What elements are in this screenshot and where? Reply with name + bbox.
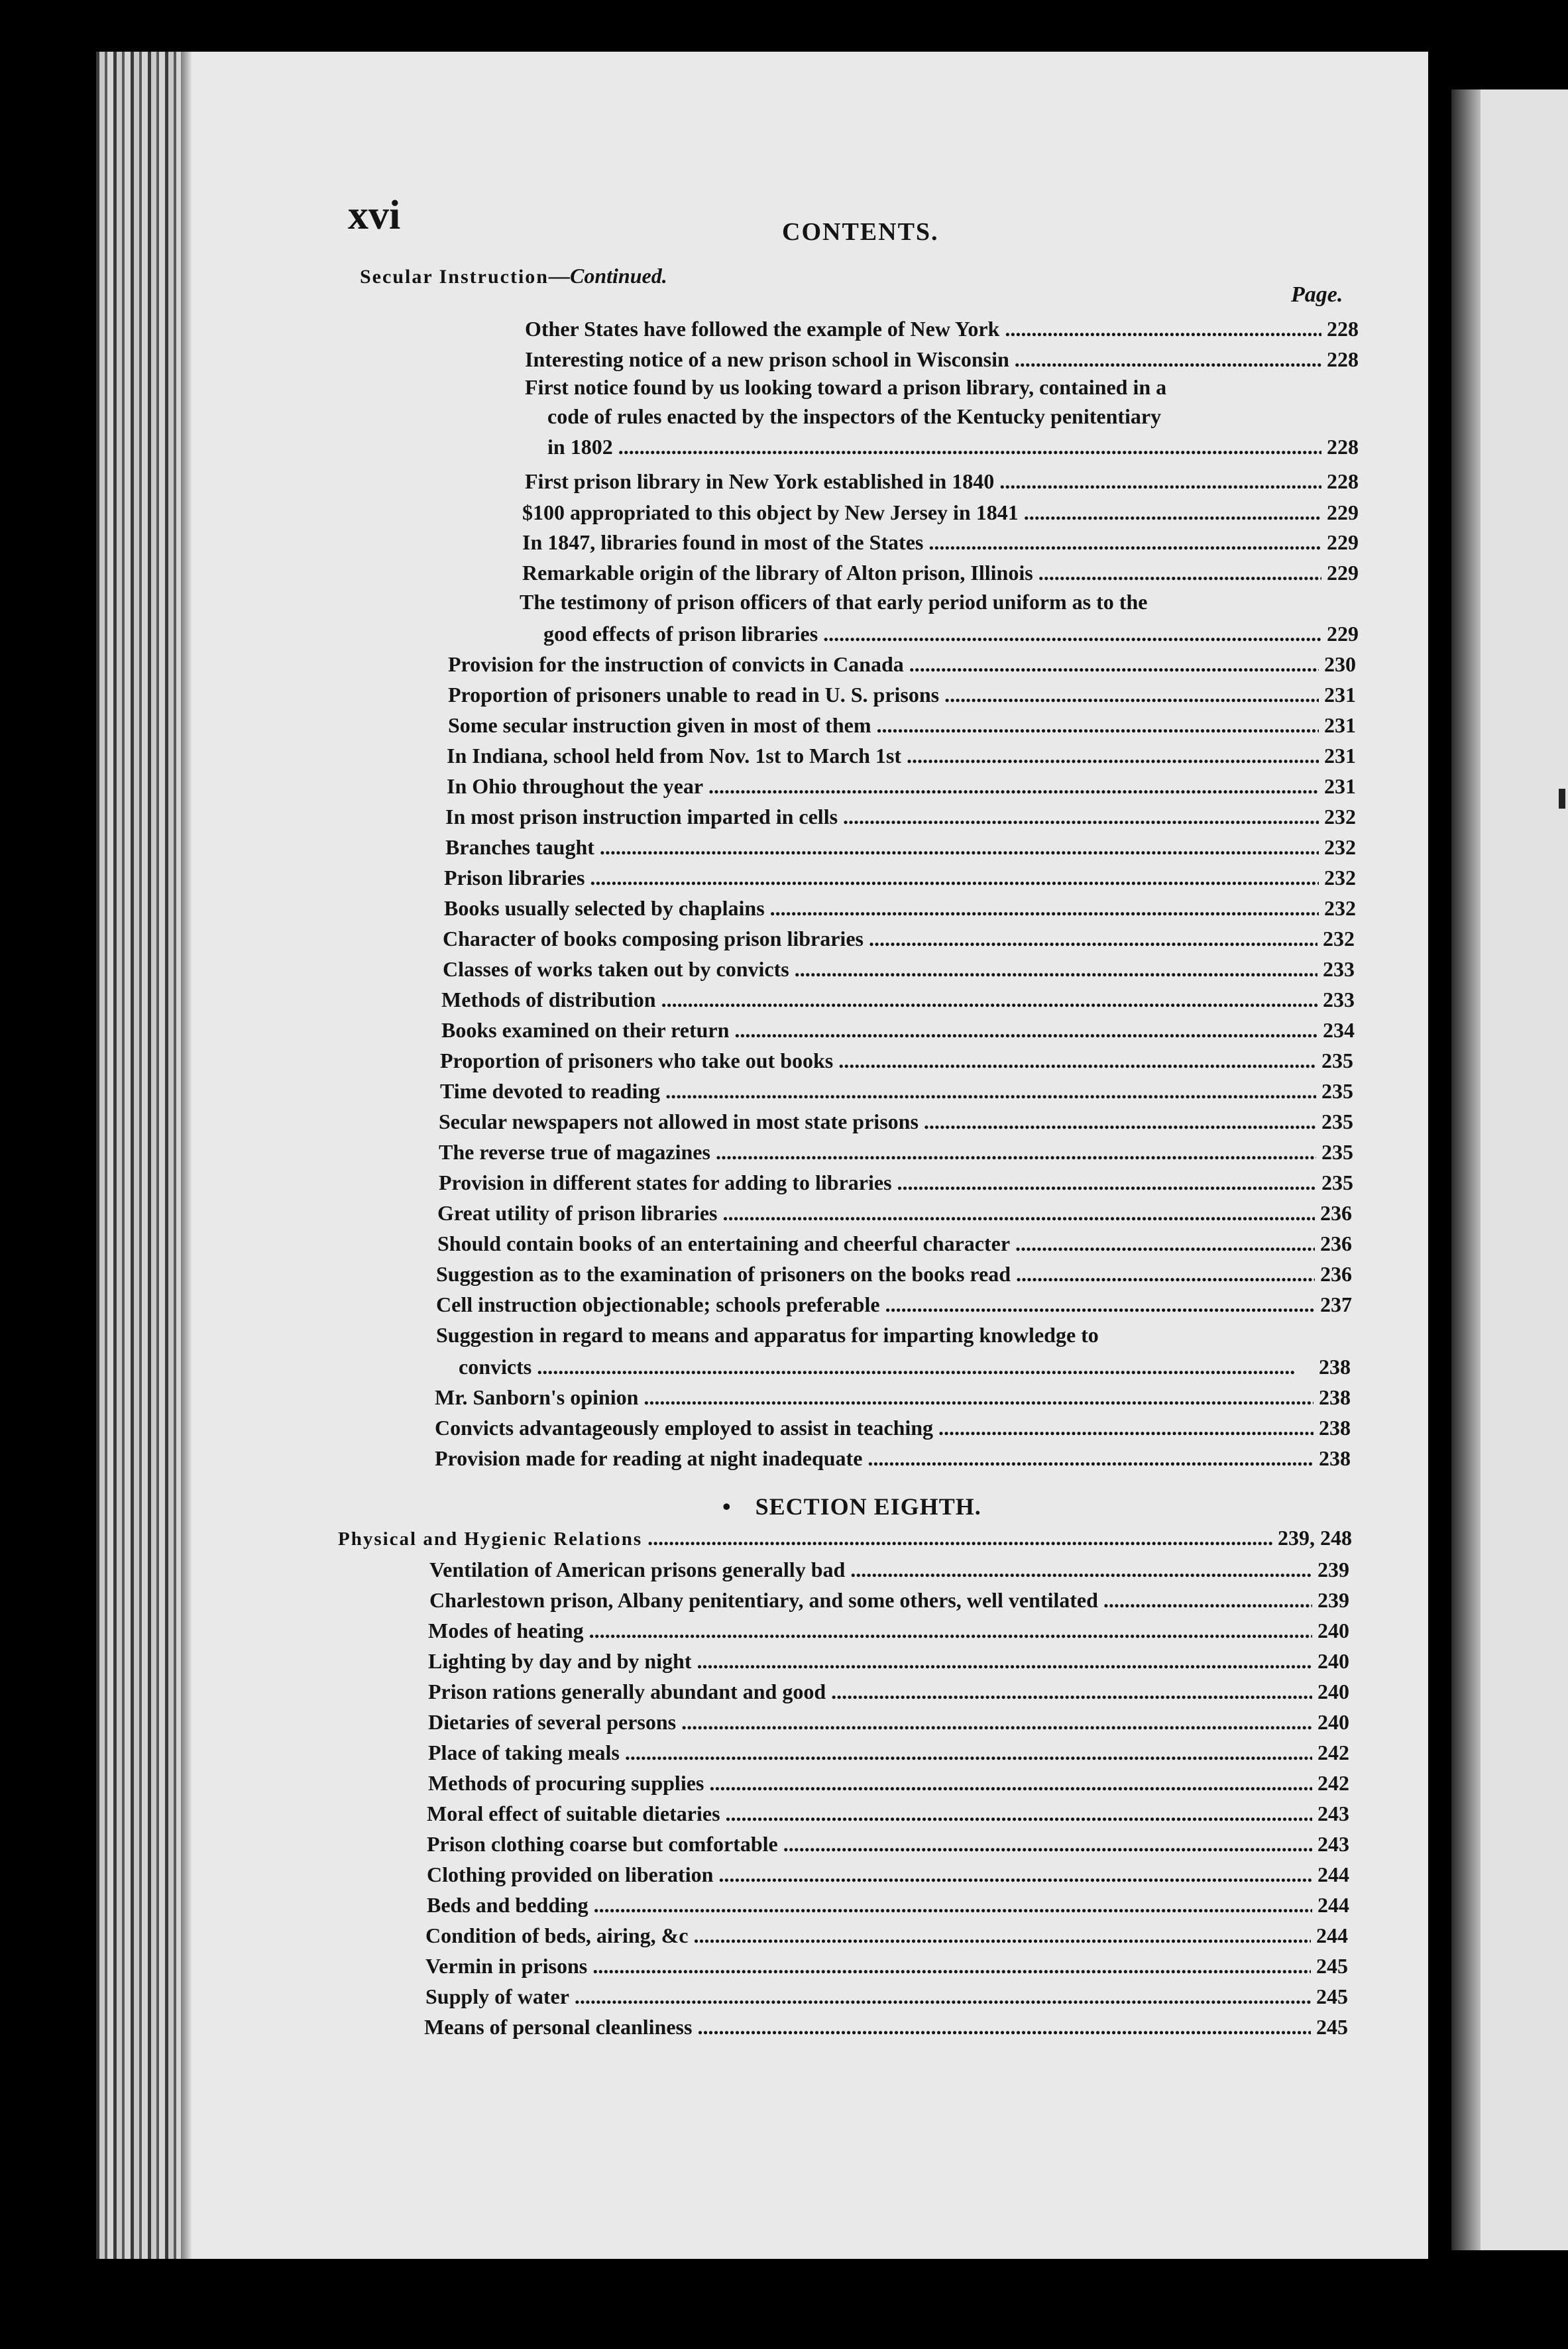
toc-entry: [428, 1710, 1349, 1741]
toc-entry-page: 231: [1324, 683, 1356, 707]
toc-entry-text: Proportion of prisoners who take out books: [440, 1049, 834, 1072]
toc-entry-page: 240: [1317, 1680, 1349, 1703]
toc-entry: [522, 530, 1359, 561]
page-column-label: Page.: [1291, 282, 1343, 307]
leader-dots: [716, 1140, 1316, 1165]
toc-entry: [445, 805, 1356, 835]
toc-entry-text: Provision for the instruction of convicts in Canada: [448, 652, 904, 676]
toc-entry-text: Interesting notice of a new prison school in Wisconsin: [525, 347, 1009, 371]
leader-dots: [999, 469, 1321, 494]
toc-entry: [428, 1649, 1349, 1680]
leader-dots: [868, 1446, 1314, 1471]
leader-dots: [869, 927, 1317, 951]
toc-entry: [435, 1385, 1351, 1416]
toc-entry-text: Mr. Sanborn's opinion: [435, 1385, 639, 1409]
toc-entry-text: Charlestown prison, Albany penitentiary, and some others, well ventilated: [429, 1588, 1098, 1612]
toc-entry: [447, 744, 1356, 774]
toc-entry-page: 244: [1317, 1862, 1349, 1886]
toc-entry-page: 238: [1319, 1385, 1351, 1409]
toc-entry-page: 238: [1319, 1416, 1351, 1440]
toc-entry-page: 229: [1327, 530, 1359, 554]
toc-entry-text: Place of taking meals: [428, 1741, 620, 1764]
toc-entry: [427, 1893, 1349, 1923]
leader-dots: [734, 1018, 1317, 1043]
toc-entry-text: Beds and bedding: [427, 1893, 588, 1917]
toc-entry: [435, 1446, 1351, 1477]
leader-dots: [590, 866, 1319, 890]
toc-entry-text: Prison clothing coarse but comfortable: [427, 1832, 778, 1856]
leader-dots: [1024, 500, 1321, 525]
toc-entry: [427, 1802, 1349, 1832]
toc-entry-text: Methods of procuring supplies: [428, 1771, 704, 1795]
toc-entry-text: Prison libraries: [444, 866, 585, 889]
toc-entry-page: 231: [1324, 713, 1356, 737]
leader-dots: [1103, 1588, 1312, 1613]
toc-entry-page: 244: [1317, 1893, 1349, 1917]
toc-entry-text: Clothing provided on liberation: [427, 1862, 714, 1886]
toc-entry-page: 244: [1316, 1923, 1348, 1947]
toc-entry: [439, 1171, 1353, 1201]
toc-entry-text: Great utility of prison libraries: [437, 1201, 718, 1225]
toc-entry: [427, 1862, 1349, 1893]
toc-entry-text: Supply of water: [425, 1984, 569, 2008]
section-heading-text: Secular Instruction: [360, 266, 549, 288]
toc-entry-page: 240: [1317, 1710, 1349, 1734]
toc-entry-page: 236: [1320, 1201, 1352, 1225]
toc-entry: [444, 896, 1356, 927]
toc-entry-text: First prison library in New York established in 1840: [525, 469, 995, 493]
toc-entry-text: in 1802: [547, 435, 613, 459]
leader-dots: [647, 1526, 1272, 1550]
toc-entry: [522, 561, 1359, 591]
toc-entry-page: 234: [1323, 1018, 1355, 1042]
toc-entry: [429, 1558, 1349, 1588]
toc-entry-page: 240: [1317, 1619, 1349, 1642]
toc-entry-page: 229: [1327, 500, 1359, 524]
leader-dots: [709, 1771, 1312, 1796]
leader-dots: [783, 1832, 1312, 1857]
toc-entry-page: 240: [1317, 1649, 1349, 1673]
toc-entry-text: good effects of prison libraries: [543, 622, 818, 646]
toc-entry-page: 235: [1321, 1140, 1353, 1164]
toc-entry-line: The testimony of prison officers of that early period uniform as to the: [520, 590, 1148, 614]
toc-entry: [443, 927, 1355, 957]
leader-dots: [885, 1292, 1315, 1317]
leader-dots: [1015, 1232, 1315, 1256]
running-head: CONTENTS.: [782, 218, 939, 246]
section-title: [722, 1493, 981, 1520]
toc-entry-text: Some secular instruction given in most of them: [448, 713, 871, 737]
toc-entry-text: In most prison instruction imparted in cells: [445, 805, 838, 829]
leader-dots: [838, 1049, 1316, 1073]
leader-dots: [795, 957, 1317, 982]
toc-entry-text: Prison rations generally abundant and good: [428, 1680, 826, 1703]
leader-dots: [589, 1619, 1312, 1643]
leader-dots: [944, 683, 1319, 707]
leader-dots: [681, 1710, 1312, 1735]
toc-entry: [447, 774, 1356, 805]
toc-entry: [428, 1619, 1349, 1649]
section-heading-suffix: —Continued.: [548, 264, 667, 288]
toc-entry: [448, 683, 1356, 713]
toc-entry-line: First notice found by us looking toward a prison library, contained in a: [525, 375, 1167, 399]
toc-heading-pages: 239, 248: [1278, 1526, 1352, 1550]
leader-dots: [722, 1201, 1315, 1226]
leader-dots: [843, 805, 1319, 829]
leader-dots: [1016, 1262, 1315, 1287]
toc-entry: [543, 622, 1359, 652]
toc-entry: [522, 500, 1359, 531]
toc-entry-text: The reverse true of magazines: [439, 1140, 710, 1164]
toc-entry-text: Time devoted to reading: [440, 1079, 661, 1103]
toc-entry: [428, 1741, 1349, 1771]
toc-entry-page: 229: [1327, 622, 1359, 646]
leader-dots: [831, 1680, 1312, 1704]
toc-entry: [428, 1680, 1349, 1710]
leader-dots: [665, 1079, 1316, 1104]
toc-entry-page: 232: [1324, 805, 1356, 829]
leader-dots: [625, 1741, 1312, 1765]
toc-entry-text: In 1847, libraries found in most of the States: [522, 530, 924, 554]
toc-entry: [436, 1292, 1352, 1323]
toc-entry-text: Secular newspapers not allowed in most state prisons: [439, 1110, 919, 1133]
toc-entry-page: 235: [1321, 1110, 1353, 1133]
toc-entry: [445, 835, 1356, 866]
toc-entry-page: 237: [1320, 1292, 1352, 1316]
toc-entry: [425, 1923, 1348, 1954]
leader-dots: [693, 1923, 1311, 1948]
toc-entry-text: Should contain books of an entertaining and cheerful character: [437, 1232, 1011, 1255]
leader-dots: [644, 1385, 1314, 1410]
leader-dots: [928, 530, 1321, 555]
toc-entry-page: 228: [1327, 347, 1359, 371]
toc-entry-page: 233: [1323, 988, 1355, 1011]
toc-entry-line: code of rules enacted by the inspectors of the Kentucky penitentiary: [547, 404, 1162, 428]
toc-entry: [525, 347, 1359, 378]
toc-entry: [425, 1984, 1348, 2015]
toc-entry: [427, 1832, 1349, 1862]
toc-entry-page: 232: [1324, 896, 1356, 920]
facing-page-mark: [1559, 789, 1565, 809]
page-number: xvi: [348, 193, 401, 238]
toc-entry: [440, 1049, 1353, 1079]
leader-dots: [938, 1416, 1314, 1440]
toc-entry-page: 242: [1317, 1741, 1349, 1764]
toc-entry-text: Books usually selected by chaplains: [444, 896, 765, 920]
toc-entry: [441, 1018, 1355, 1049]
leader-dots: [575, 1984, 1311, 2009]
leader-dots: [661, 988, 1317, 1012]
toc-entry-page: 243: [1317, 1802, 1349, 1825]
toc-entry-text: Classes of works taken out by convicts: [443, 957, 789, 981]
toc-entry-text: Ventilation of American prisons generally bad: [429, 1558, 846, 1581]
toc-entry-text: convicts: [459, 1355, 532, 1379]
book-spine: [96, 52, 181, 2259]
toc-entry-text: In Indiana, school held from Nov. 1st to March 1st: [447, 744, 901, 768]
leader-dots: [907, 744, 1319, 768]
toc-entry-text: Cell instruction objectionable; schools preferable: [436, 1292, 880, 1316]
toc-entry-page: 238: [1319, 1355, 1351, 1379]
section-title-text: SECTION EIGHTH.: [755, 1493, 981, 1520]
toc-heading-text: Physical and Hygienic Relations: [338, 1528, 643, 1550]
toc-entry: [428, 1771, 1349, 1802]
toc-entry: [443, 957, 1355, 988]
toc-entry-text: Suggestion as to the examination of prisoners on the books read: [436, 1262, 1011, 1286]
leader-dots: [770, 896, 1319, 921]
toc-entry-page: 235: [1321, 1049, 1353, 1072]
toc-entry: [436, 1262, 1352, 1292]
toc-entry-page: 242: [1317, 1771, 1349, 1795]
toc-entry: [424, 2015, 1348, 2045]
toc-entry-page: 232: [1323, 927, 1355, 950]
toc-entry-page: 231: [1324, 744, 1356, 768]
toc-entry-text: Vermin in prisons: [425, 1954, 588, 1978]
leader-dots: [1005, 317, 1321, 341]
toc-entry-text: Provision in different states for adding to libraries: [439, 1171, 892, 1194]
toc-entry-text: Books examined on their return: [441, 1018, 730, 1042]
leader-dots: [600, 835, 1319, 860]
toc-entry-page: 236: [1320, 1262, 1352, 1286]
leader-dots: [718, 1862, 1312, 1887]
toc-entry-page: 232: [1324, 866, 1356, 889]
toc-entry-text: Remarkable origin of the library of Alton prison, Illinois: [522, 561, 1033, 585]
leader-dots: [708, 774, 1319, 799]
toc-entry-page: 243: [1317, 1832, 1349, 1856]
toc-entry-line: Suggestion in regard to means and apparatus for imparting knowledge to: [436, 1323, 1099, 1347]
toc-entry: [444, 866, 1356, 896]
toc-entry: [525, 317, 1359, 347]
section-bullet: •: [722, 1493, 732, 1520]
leader-dots: [537, 1355, 1314, 1379]
toc-entry-text: $100 appropriated to this object by New Jersey in 1841: [522, 500, 1019, 524]
toc-entry: [435, 1416, 1351, 1446]
toc-entry: [437, 1232, 1352, 1262]
toc-entry: [437, 1201, 1352, 1232]
leader-dots: [823, 622, 1321, 646]
toc-entry-text: Moral effect of suitable dietaries: [427, 1802, 720, 1825]
toc-entry-text: Branches taught: [445, 835, 594, 859]
toc-entry-page: 233: [1323, 957, 1355, 981]
toc-entry: [429, 1588, 1349, 1619]
toc-entry-text: Other States have followed the example of New York: [525, 317, 1000, 341]
toc-entry-page: 238: [1319, 1446, 1351, 1470]
toc-entry-page: 245: [1316, 1984, 1348, 2008]
toc-entry: [448, 713, 1356, 744]
toc-entry-page: 239: [1317, 1588, 1349, 1612]
toc-section-heading: [338, 1526, 1352, 1556]
leader-dots: [924, 1110, 1316, 1134]
leader-dots: [618, 435, 1321, 459]
toc-entry-page: 245: [1316, 2015, 1348, 2039]
toc-entry-page: 232: [1324, 835, 1356, 859]
toc-entry: [459, 1355, 1351, 1385]
toc-entry-text: Character of books composing prison libraries: [443, 927, 864, 950]
toc-entry: [448, 652, 1356, 683]
toc-entry-page: 235: [1321, 1079, 1353, 1103]
toc-entry: [439, 1140, 1353, 1171]
toc-entry-text: Convicts advantageously employed to assist in teaching: [435, 1416, 934, 1440]
page-gutter: [181, 52, 192, 2259]
facing-page-fold: [1451, 89, 1481, 2250]
toc-entry-text: Methods of distribution: [441, 988, 656, 1011]
toc-entry-page: 228: [1327, 469, 1359, 493]
leader-dots: [697, 1649, 1313, 1674]
leader-dots: [1015, 347, 1321, 372]
toc-entry: [441, 988, 1355, 1018]
toc-entry-page: 229: [1327, 561, 1359, 585]
toc-entry-page: 235: [1321, 1171, 1353, 1194]
toc-entry-text: Proportion of prisoners unable to read in U. S. prisons: [448, 683, 940, 707]
section-heading: [360, 264, 667, 288]
toc-entry: [439, 1110, 1353, 1140]
leader-dots: [876, 713, 1319, 738]
toc-entry-page: 231: [1324, 774, 1356, 798]
leader-dots: [897, 1171, 1316, 1195]
toc-entry-text: Dietaries of several persons: [428, 1710, 677, 1734]
toc-entry: [425, 1954, 1348, 1984]
toc-entry-page: 236: [1320, 1232, 1352, 1255]
toc-entry-text: Provision made for reading at night inadequate: [435, 1446, 863, 1470]
toc-entry-page: 228: [1327, 317, 1359, 341]
leader-dots: [592, 1954, 1311, 1978]
toc-entry-text: Modes of heating: [428, 1619, 584, 1642]
toc-entry-text: Lighting by day and by night: [428, 1649, 692, 1673]
toc-entry: [547, 435, 1359, 465]
toc-entry-page: 228: [1327, 435, 1359, 459]
leader-dots: [594, 1893, 1312, 1918]
leader-dots: [697, 2015, 1311, 2039]
leader-dots: [1038, 561, 1321, 585]
toc-entry-text: Condition of beds, airing, &c: [425, 1923, 689, 1947]
leader-dots: [726, 1802, 1312, 1826]
toc-entry-page: 239: [1317, 1558, 1349, 1581]
toc-entry-text: Means of personal cleanliness: [424, 2015, 693, 2039]
toc-entry: [525, 469, 1359, 500]
toc-entry-page: 245: [1316, 1954, 1348, 1978]
leader-dots: [850, 1558, 1312, 1582]
toc-entry: [440, 1079, 1353, 1110]
toc-entry-page: 230: [1324, 652, 1356, 676]
toc-entry-text: In Ohio throughout the year: [447, 774, 704, 798]
leader-dots: [909, 652, 1319, 677]
